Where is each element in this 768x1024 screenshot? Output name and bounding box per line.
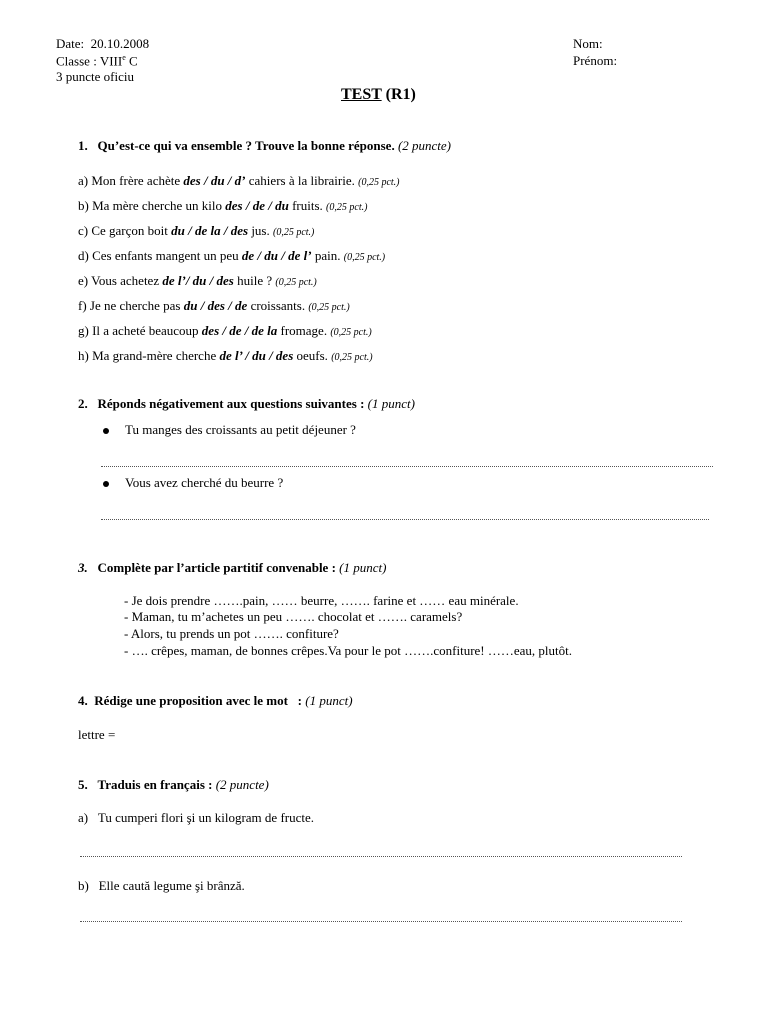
q1-item-points: (0,25 pct.) xyxy=(331,352,373,363)
q2-item-1 xyxy=(103,422,356,438)
date-label: Date: xyxy=(56,36,85,51)
q1-item-text: c) Ce garçon boit xyxy=(78,223,172,238)
date-line xyxy=(56,36,149,52)
q1-item-text: g) Il a acheté beaucoup xyxy=(78,323,202,338)
bullet-icon xyxy=(103,428,109,434)
q1-item xyxy=(78,273,317,289)
q1-item-points: (0,25 pct.) xyxy=(272,227,315,238)
q1-item xyxy=(78,223,314,239)
q1-item-text: d) Ces enfants mangent un peu xyxy=(78,248,242,263)
q1-number: 1. xyxy=(78,138,88,153)
q1-item-text: h) Ma grand-mère cherche xyxy=(78,348,220,363)
q1-points: (2 puncte) xyxy=(397,138,452,153)
q2-item-text: Tu manges des croissants au petit déjeuner ? xyxy=(125,422,356,437)
q1-item-text: huile ? xyxy=(233,273,276,288)
q1-item-text: cahiers à la librairie. xyxy=(245,173,359,188)
q1-item xyxy=(78,198,367,214)
class-sup: e xyxy=(122,53,126,62)
q2-text: Réponds négativement aux questions suivantes : xyxy=(97,396,365,411)
title-code: (R1) xyxy=(385,86,416,103)
q4-title xyxy=(78,693,353,709)
page-title xyxy=(341,86,416,104)
q1-item-options[interactable]: des / du / d’ xyxy=(183,173,246,188)
date-value: 20.10.2008 xyxy=(90,36,150,51)
q4-colon: : xyxy=(297,693,303,708)
q3-text: Complète par l’article partitif convenable : xyxy=(97,560,336,575)
bullet-icon xyxy=(103,481,109,487)
q1-item-options[interactable]: des / de / de la xyxy=(201,323,278,338)
q5-text: Traduis en français : xyxy=(97,777,213,792)
q1-item-options[interactable]: de l’ / du / des xyxy=(219,348,294,363)
q3-line-2: - Maman, tu m’achetes un peu ……. chocolat et ……. caramels? xyxy=(124,609,463,624)
q1-item-text: fruits. xyxy=(288,198,327,213)
q5-item-a xyxy=(78,810,314,826)
nom-label: Nom: xyxy=(573,36,603,51)
points-office: 3 puncte oficiu xyxy=(56,69,134,84)
q2-item-text: Vous avez cherché du beurre ? xyxy=(125,475,284,490)
q5-item-text: Elle caută legume şi brânză. xyxy=(98,878,245,893)
class-value: VIII xyxy=(99,53,123,69)
prenom-label: Prénom: xyxy=(573,53,618,68)
q1-item-text: a) Mon frère achète xyxy=(78,173,184,188)
class-line xyxy=(56,53,138,69)
q4-number: 4. xyxy=(78,693,88,708)
q1-title xyxy=(78,138,451,154)
q1-item-points: (0,25 pct.) xyxy=(275,277,317,288)
q5-item-b xyxy=(78,878,245,894)
title-test: TEST xyxy=(341,86,382,103)
q1-item-points: (0,25 pct.) xyxy=(358,177,400,188)
q2-item-2 xyxy=(103,475,283,491)
q1-item-text: croissants. xyxy=(247,298,309,313)
q1-item-options[interactable]: des / de / du xyxy=(225,198,289,213)
q1-item-options[interactable]: du / des / de xyxy=(183,298,248,313)
q1-item-text: b) Ma mère cherche un kilo xyxy=(78,198,226,213)
q5-item-label: b) xyxy=(78,878,89,893)
q1-item-text: pain. xyxy=(311,248,344,263)
q1-item-points: (0,25 pct.) xyxy=(343,252,386,263)
q1-text: Qu’est-ce qui va ensemble ? Trouve la bonne réponse. xyxy=(97,138,395,153)
q4-answer-label: lettre = xyxy=(78,727,116,742)
q1-item-text: f) Je ne cherche pas xyxy=(78,298,184,313)
q1-item xyxy=(78,348,373,364)
q1-item xyxy=(78,298,350,314)
q2-number: 2. xyxy=(78,396,88,411)
q2-points: (1 punct) xyxy=(367,396,415,411)
answer-line[interactable] xyxy=(80,856,682,857)
q1-item-text: fromage. xyxy=(277,323,331,338)
q5-item-label: a) xyxy=(78,810,89,825)
answer-line[interactable] xyxy=(101,466,713,467)
q3-number: 3. xyxy=(78,560,88,575)
q3-line-4: - …. crêpes, maman, de bonnes crêpes.Va pour le pot …….confiture! ……eau, plutôt. xyxy=(124,643,573,658)
q1-item-points: (0,25 pct.) xyxy=(326,202,368,213)
q1-item xyxy=(78,173,400,189)
q5-item-text: Tu cumperi flori şi un kilogram de fructe. xyxy=(97,810,315,825)
q1-item-options[interactable]: du / de la / des xyxy=(171,223,249,238)
q5-points: (2 puncte) xyxy=(215,777,269,792)
class-letter: C xyxy=(129,53,138,69)
q3-line-3: - Alors, tu prends un pot ……. confiture? xyxy=(124,626,339,641)
q1-item-options[interactable]: de l’/ du / des xyxy=(162,273,234,288)
q5-title xyxy=(78,777,269,793)
q4-points: (1 punct) xyxy=(305,693,353,708)
answer-line[interactable] xyxy=(101,519,709,520)
q1-item xyxy=(78,248,385,264)
q1-item-text: e) Vous achetez xyxy=(78,273,163,288)
q1-item-options[interactable]: de / du / de l’ xyxy=(241,248,312,263)
q1-item-points: (0,25 pct.) xyxy=(308,302,350,313)
q5-number: 5. xyxy=(78,777,88,792)
q4-text: Rédige une proposition avec le mot xyxy=(94,693,288,708)
q1-item xyxy=(78,323,372,339)
q1-item-text: jus. xyxy=(248,223,273,238)
answer-line[interactable] xyxy=(80,921,682,922)
q3-points: (1 punct) xyxy=(339,560,387,575)
q3-line-1: - Je dois prendre …….pain, …… beurre, ……. farine et …… eau minérale. xyxy=(124,593,519,608)
q2-title xyxy=(78,396,415,412)
class-label: Classe : xyxy=(56,53,97,69)
q1-item-text: oeufs. xyxy=(293,348,332,363)
q1-item-points: (0,25 pct.) xyxy=(330,327,372,338)
q3-title xyxy=(78,560,386,576)
